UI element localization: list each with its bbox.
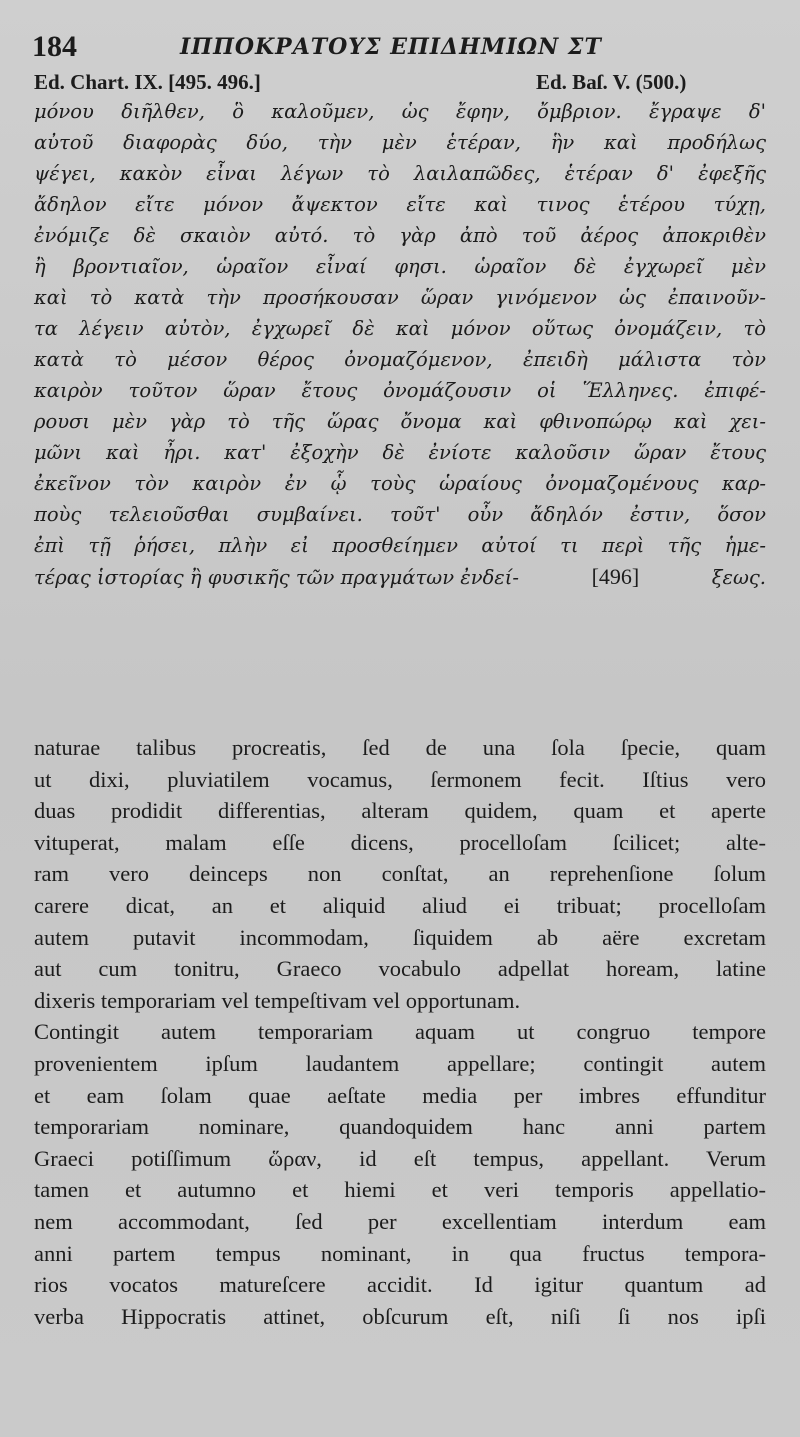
edition-reference-left: Ed. Chart. IX. [495. 496.] <box>34 70 261 94</box>
edition-reference-right: Ed. Baſ. V. (500.) <box>536 70 687 94</box>
running-title: ΙΠΠΟΚΡΑΤΟΥΣ ΕΠΙΔΗΜΙΩΝ ΣΤ <box>180 34 602 60</box>
latin-line: rios vocatos matureſcere accidit. Id igitur quantum ad <box>34 1272 766 1298</box>
latin-line: duas prodidit differentias, alteram quidem, quam et aperte <box>34 798 766 824</box>
page-break-marker: [496] <box>591 564 640 589</box>
latin-line: anni partem tempus nominant, in qua fructus tempora- <box>34 1240 766 1266</box>
latin-line: temporariam nominare, quandoquidem hanc anni partem <box>34 1114 766 1140</box>
latin-line: Contingit autem temporariam aquam ut congruo tempore <box>34 1019 766 1045</box>
latin-line: naturae talibus procreatis, ſed de una ſola ſpecie, quam <box>34 735 766 760</box>
page-number: 184 <box>32 30 77 63</box>
greek-line: καὶ τὸ κατὰ τὴν προσήκουσαν ὥραν γινόμενον ὡς ἐπαινοῦν- <box>34 286 766 309</box>
latin-line: et eam ſolam quae aeſtate media per imbres effunditur <box>34 1082 766 1108</box>
greek-line: μόνου διῆλθεν, ὃ καλοῦμεν, ὡς ἔφην, ὄμβριον. ἔγραψε δ' <box>34 100 766 123</box>
latin-line: carere dicat, an et aliquid aliud ei tribuat; procelloſam <box>34 892 766 918</box>
latin-line: provenientem ipſum laudantem appellare; contingit autem <box>34 1050 766 1076</box>
greek-line: ποὺς τελειοῦσθαι συμβαίνει. τοῦτ' οὖν ἄδηλόν ἐστιν, ὅσον <box>34 503 766 526</box>
latin-line: verba Hippocratis attinet, obſcurum eſt, niſi ſi nos ipſi <box>34 1303 766 1329</box>
latin-line: autem putavit incommodam, ſiquidem ab aëre excretam <box>34 924 766 950</box>
greek-line-tail: ξεως. <box>711 566 766 589</box>
greek-line: ἢ βροντιαῖον, ὡραῖον εἶναί φησι. ὡραῖον δὲ ἐγχωρεῖ μὲν <box>34 255 766 278</box>
latin-line: dixeris temporariam vel tempeſtivam vel opportunam. <box>34 987 521 1013</box>
latin-line: aut cum tonitru, Graeco vocabulo adpellat hoream, latine <box>34 956 766 982</box>
latin-text-block <box>34 732 766 1332</box>
greek-line: ἐπὶ τῇ ῥήσει, πλὴν εἰ προσθείημεν αὐτοί τι περὶ τῆς ἡμε- <box>34 534 766 557</box>
greek-line: αὐτοῦ διαφορὰς δύο, τὴν μὲν ἑτέραν, ἣν καὶ προδήλως <box>34 131 766 154</box>
greek-line: ἐνόμιζε δὲ σκαιὸν αὐτό. τὸ γὰρ ἀπὸ τοῦ ἀέρος ἀποκριθὲν <box>34 224 766 247</box>
greek-line: ἄδηλον εἴτε μόνον ἄψεκτον εἴτε καὶ τινος ἑτέρου τύχῃ, <box>34 193 766 216</box>
greek-line: ρουσι μὲν γὰρ τὸ τῆς ὥρας ὄνομα καὶ φθινοπώρῳ καὶ χει- <box>34 410 766 433</box>
latin-line: ram vero deinceps non conſtat, an reprehenſione ſolum <box>34 861 766 887</box>
greek-line-text: τέρας ἱστορίας ἢ φυσικῆς τῶν πραγμάτων ἐνδεί- <box>34 566 520 589</box>
latin-line: tamen et autumno et hiemi et veri temporis appellatio- <box>34 1177 766 1203</box>
greek-final-line <box>34 561 766 592</box>
greek-line: ψέγει, κακὸν εἶναι λέγων τὸ λαιλαπῶδες, ἑτέραν δ' ἐφεξῆς <box>34 162 766 185</box>
greek-text-block <box>34 96 766 592</box>
page-header <box>32 28 772 72</box>
latin-line: nem accommodant, ſed per excellentiam interdum eam <box>34 1208 766 1234</box>
latin-line: vituperat, malam eſſe dicens, procelloſam ſcilicet; alte- <box>34 829 766 855</box>
latin-line: Graeci potiſſimum ὥραν, id eſt tempus, appellant. Verum <box>34 1145 766 1171</box>
greek-line: μῶνι καὶ ἦρι. κατ' ἐξοχὴν δὲ ἐνίοτε καλοῦσιν ὥραν ἔτους <box>34 441 766 464</box>
greek-line: ἐκεῖνον τὸν καιρὸν ἐν ᾧ τοὺς ὡραίους ὀνομαζομένους καρ- <box>34 472 766 495</box>
greek-line: τα λέγειν αὐτὸν, ἐγχωρεῖ δὲ καὶ μόνον οὕτως ὀνομάζειν, τὸ <box>34 317 766 340</box>
greek-line: κατὰ τὸ μέσον θέρος ὀνομαζόμενον, ἐπειδὴ μάλιστα τὸν <box>34 348 766 371</box>
latin-line: ut dixi, pluviatilem vocamus, ſermonem fecit. Iſtius vero <box>34 766 766 792</box>
bleed-through-shadow <box>40 668 770 692</box>
greek-line: καιρὸν τοῦτον ὥραν ἔτους ὀνομάζουσιν οἱ Ἕλληνες. ἐπιφέ- <box>34 379 766 402</box>
